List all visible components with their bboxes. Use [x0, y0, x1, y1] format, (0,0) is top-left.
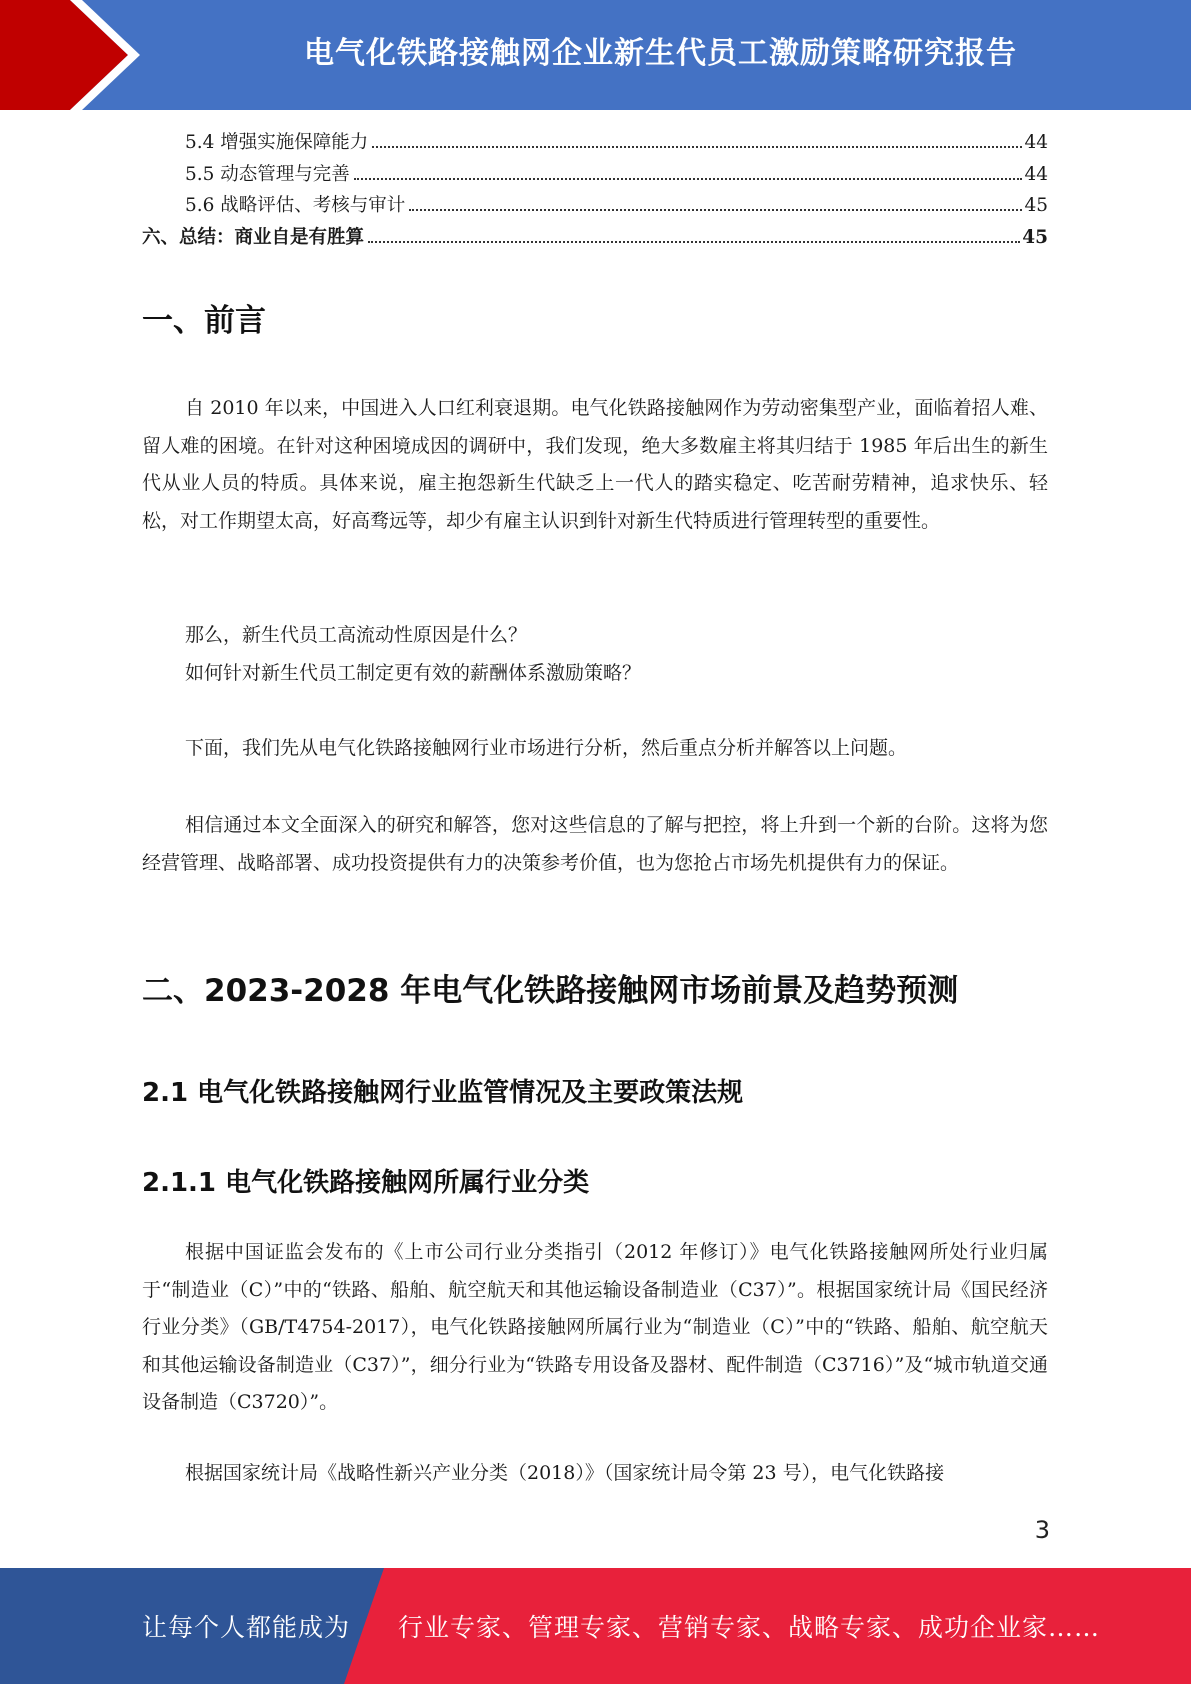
toc-entry[interactable]	[142, 128, 1048, 160]
report-title: 电气化铁路接触网企业新生代员工激励策略研究报告	[304, 36, 1017, 71]
section-preface	[142, 295, 1048, 340]
section-heading: 一、前言	[142, 303, 266, 339]
preface-question: 如何针对新生代员工制定更有效的薪酬体系激励策略？	[185, 661, 642, 684]
toc-entry-page: 44	[1024, 132, 1048, 153]
toc-entry[interactable]	[142, 223, 1048, 255]
toc-entry[interactable]	[142, 160, 1048, 192]
toc-entry-label: 六、总结：商业自是有胜算	[142, 226, 365, 248]
page-number: 3	[1034, 1516, 1050, 1544]
toc-entry-page: 44	[1024, 163, 1048, 185]
toc-leader-dots	[368, 241, 1020, 243]
classification-paragraph: 根据中国证监会发布的《上市公司行业分类指引（2012 年修订）》电气化铁路接触网所处行业归属于“制造业（C）”中的“铁路、船舶、航空航天和其他运输设备制造业（C37）”。根据国家统计局《国民经济行业分类》（GB/T4754-2017），电气化铁路接触网所属行业为“制造业（C）”中的“铁路、船舶、航空航天和其他运输设备制造业（C37）”，细分行业为“铁路专用设备及器材、配件制造（C3716）”及“城市轨道交通设备制造（C3720）”。	[142, 1241, 1048, 1413]
preface-question: 那么，新生代员工高流动性原因是什么？	[185, 624, 528, 646]
preface-paragraph: 相信通过本文全面深入的研究和解答，您对这些信息的了解与把控，将上升到一个新的台阶。这将为您经营管理、战略部署、成功投资提供有力的决策参考价值，也为您抢占市场先机提供有力的保证。	[142, 814, 1048, 874]
preface-paragraph-1-block	[142, 390, 1048, 540]
toc-entry-page: 45	[1022, 226, 1048, 248]
subsection-2-1	[142, 1072, 1048, 1109]
toc-leader-dots	[354, 178, 1023, 180]
table-of-contents	[142, 128, 1048, 254]
preface-paragraph: 下面，我们先从电气化铁路接触网行业市场进行分析，然后重点分析并解答以上问题。	[185, 737, 908, 759]
toc-entry-label: 5.6 战略评估、考核与审计	[185, 195, 406, 216]
footer-slogan-left: 让每个人都能成为	[142, 1613, 351, 1642]
section-market-outlook	[142, 965, 1048, 1010]
classification-paragraph-2-block	[142, 1455, 1048, 1493]
preface-paragraph-2-block	[142, 730, 1048, 768]
page-header	[0, 0, 1191, 110]
preface-paragraph: 自 2010 年以来，中国进入人口红利衰退期。电气化铁路接触网作为劳动密集型产业，面临着招人难、留人难的困境。在针对这种困境成因的调研中，我们发现，绝大多数雇主将其归结于 1985 年后出生的新生代从业人员的特质。具体来说，雇主抱怨新生代缺乏上一代人的踏实稳定、吃苦耐劳精神，追求快乐、轻松，对工作期望太高，好高骛远等，却少有雇主认识到针对新生代特质进行管理转型的重要性。	[142, 397, 1048, 532]
subsection-2-1-1	[142, 1162, 1048, 1199]
footer-slogan-right: 行业专家、管理专家、营销专家、战略专家、成功企业家……	[398, 1613, 1101, 1642]
toc-entry[interactable]	[142, 191, 1048, 223]
page-footer	[0, 1568, 1191, 1684]
classification-paragraph: 根据国家统计局《战略性新兴产业分类（2018）》（国家统计局令第 23 号），电气化铁路接	[185, 1462, 945, 1484]
preface-questions	[142, 617, 1048, 692]
toc-entry-label: 5.5 动态管理与完善	[185, 163, 350, 185]
subsection-heading: 2.1 电气化铁路接触网行业监管情况及主要政策法规	[142, 1078, 744, 1108]
subsection-heading: 2.1.1 电气化铁路接触网所属行业分类	[142, 1168, 590, 1198]
toc-entry-label: 5.4 增强实施保障能力	[185, 132, 369, 153]
preface-paragraph-3-block	[142, 807, 1048, 882]
section-heading: 二、2023-2028 年电气化铁路接触网市场前景及趋势预测	[142, 973, 959, 1009]
toc-leader-dots	[409, 209, 1022, 211]
classification-paragraph-block	[142, 1234, 1048, 1422]
toc-leader-dots	[372, 146, 1022, 148]
toc-entry-page: 45	[1024, 195, 1048, 216]
